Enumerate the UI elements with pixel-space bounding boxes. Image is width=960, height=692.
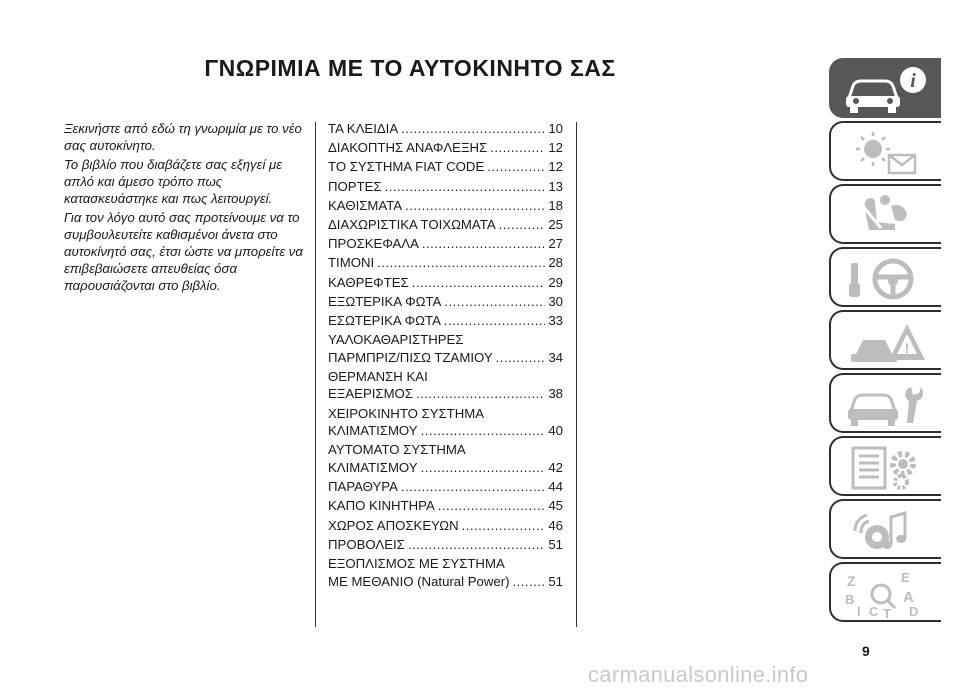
toc-entry-label: ΚΑΠΟ ΚΙΝΗΤΗΡΑ	[328, 498, 435, 514]
toc-row	[328, 349, 563, 367]
toc-entry-label: ΕΣΩΤΕΡΙΚΑ ΦΩΤΑ	[328, 312, 441, 328]
toc-entry-label: ΜΕ ΜΕΘΑΝΙΟ (Natural Power)	[328, 573, 510, 589]
toc-entry-label: ΔΙΑΚΟΠΤΗΣ ΑΝΑΦΛΕΞΗΣ	[328, 140, 488, 156]
toc-leader-dots	[401, 120, 545, 138]
toc-entry	[328, 120, 563, 138]
toc-entry-label: ΔΙΑΧΩΡΙΣΤΙΚΑ ΤΟΙΧΩΜΑΤΑ	[328, 216, 496, 232]
toc-leader-dots	[438, 497, 546, 515]
toc-entry	[328, 274, 563, 292]
toc-page-number: 10	[548, 121, 563, 136]
toc-entry-title-line: ΑΥΤΟΜΑΤΟ ΣΥΣΤΗΜΑ	[328, 442, 466, 458]
toc-leader-dots	[401, 478, 545, 496]
toc-entry	[328, 331, 563, 366]
toc-leader-dots	[496, 349, 546, 367]
toc-entry	[328, 555, 563, 590]
toc-entry	[328, 139, 563, 157]
toc-page-number: 33	[548, 312, 563, 328]
toc-leader-dots	[462, 517, 546, 535]
svg-text:!: !	[904, 340, 910, 356]
toc-entry-label: ΕΞΑΕΡΙΣΜΟΣ	[328, 386, 413, 402]
toc-row	[328, 274, 563, 292]
toc-page-number: 28	[548, 255, 563, 271]
car-wrench-icon	[841, 379, 931, 431]
toc-entry-label: ΤΙΜΟΝΙ	[328, 255, 375, 271]
toc-entry	[328, 235, 563, 253]
tab-multimedia[interactable]	[829, 499, 941, 559]
toc-leader-dots	[487, 158, 545, 176]
toc-page-number: 18	[548, 197, 563, 213]
toc-entry	[328, 254, 563, 272]
toc-entry	[328, 216, 563, 234]
toc-entry	[328, 478, 563, 496]
toc-leader-dots	[444, 293, 545, 311]
tab-warning-lights[interactable]	[829, 121, 941, 181]
svg-text:C: C	[869, 604, 879, 619]
toc-row	[328, 216, 563, 234]
watermark: carmanualsonline.info	[588, 662, 809, 687]
tab-starting-driving[interactable]	[829, 247, 941, 307]
toc-entry	[328, 158, 563, 176]
warning-light-message-icon	[841, 127, 931, 179]
toc-entry-label: ΠΡΟΣΚΕΦΑΛΑ	[328, 236, 419, 252]
toc-leader-dots	[490, 139, 545, 157]
toc-entry-label: ΤΟ ΣΥΣΤΗΜΑ FIAT CODE	[328, 159, 485, 175]
toc-entry-label: ΕΞΩΤΕΡΙΚΑ ΦΩΤΑ	[328, 293, 442, 309]
toc-entry-label: ΚΑΘΡΕΦΤΕΣ	[328, 274, 409, 290]
toc-row	[328, 120, 563, 138]
intro-paragraph: Ξεκινήστε από εδώ τη γνωριμία με το νέο σας αυτοκίνητο.	[64, 121, 302, 153]
toc-entry-label: ΠΑΡΑΘΥΡΑ	[328, 479, 398, 495]
alphabetical-index-icon	[841, 568, 931, 620]
toc-entry-label: ΧΩΡΟΣ ΑΠΟΣΚΕΥΩΝ	[328, 517, 459, 533]
toc-row	[328, 497, 563, 515]
toc-entry-label: ΠΑΡΜΠΡΙΖ/ΠΙΣΩ ΤΖΑΜΙΟΥ	[328, 349, 493, 365]
hazard-triangle-icon	[841, 316, 931, 368]
specs-list-gear-icon	[841, 442, 931, 494]
toc-row	[328, 573, 563, 591]
toc-entry	[328, 536, 563, 554]
toc-leader-dots	[405, 197, 545, 215]
tab-technical-specs[interactable]	[829, 436, 941, 496]
svg-text:E: E	[901, 570, 910, 585]
toc-page-number: 51	[548, 573, 563, 589]
toc-row	[328, 139, 563, 157]
key-steering-wheel-icon	[841, 253, 931, 305]
toc-page-number: 51	[548, 536, 563, 552]
toc-entry-title-line: ΕΞΟΠΛΙΣΜΟΣ ΜΕ ΣΥΣΤΗΜΑ	[328, 555, 505, 571]
toc-entry	[328, 405, 563, 440]
toc-row	[328, 478, 563, 496]
tab-safety[interactable]	[829, 184, 941, 244]
svg-text:D: D	[909, 604, 919, 619]
toc-page-number: 44	[548, 479, 563, 495]
toc-page-number: 27	[548, 236, 563, 252]
toc-page-number: 30	[548, 293, 563, 309]
toc-page-number: 34	[548, 349, 563, 365]
column-divider-right	[576, 122, 577, 627]
svg-text:Z: Z	[847, 573, 856, 589]
svg-text:B: B	[845, 592, 855, 607]
media-music-icon	[841, 505, 931, 557]
svg-text:T: T	[883, 606, 891, 620]
toc-row	[328, 254, 563, 272]
toc-entry	[328, 312, 563, 330]
toc-row	[328, 422, 563, 440]
toc-entry-label: ΚΑΘΙΣΜΑΤΑ	[328, 197, 403, 213]
toc-leader-dots	[421, 422, 546, 440]
toc-leader-dots	[499, 216, 546, 234]
page-title: ΓΝΩΡΙΜΙΑ ΜΕ ΤΟ ΑΥΤΟΚΙΝΗΤΟ ΣΑΣ	[204, 55, 616, 81]
toc-entry-label: ΠΡΟΒΟΛΕΙΣ	[328, 536, 405, 552]
toc-leader-dots	[408, 536, 546, 554]
table-of-contents	[328, 120, 563, 592]
toc-entry-label: ΠΟΡΤΕΣ	[328, 178, 382, 194]
tab-maintenance[interactable]	[829, 373, 941, 433]
svg-text:A: A	[903, 589, 914, 606]
toc-page-number: 38	[548, 386, 563, 402]
toc-entry-title-line: ΧΕΙΡΟΚΙΝΗΤΟ ΣΥΣΤΗΜΑ	[328, 405, 485, 421]
toc-leader-dots	[421, 459, 546, 477]
toc-leader-dots	[377, 254, 545, 272]
toc-entry-label: ΚΛΙΜΑΤΙΣΜΟΥ	[328, 460, 418, 475]
toc-entry	[328, 441, 563, 476]
tab-index[interactable]	[829, 562, 941, 622]
toc-page-number: 12	[548, 140, 563, 156]
toc-entry-title-line: ΘΕΡΜΑΝΣΗ ΚΑΙ	[328, 368, 428, 384]
toc-row	[328, 459, 563, 477]
toc-row	[328, 517, 563, 535]
toc-row	[328, 178, 563, 196]
toc-page-number: 13	[548, 178, 563, 194]
toc-page-number: 29	[548, 274, 563, 290]
toc-entry	[328, 178, 563, 196]
toc-entry	[328, 293, 563, 311]
toc-page-number: 12	[548, 159, 563, 175]
page-number: 9	[862, 643, 870, 659]
toc-row	[328, 312, 563, 330]
toc-row	[328, 235, 563, 253]
toc-entry	[328, 368, 563, 403]
tab-emergency[interactable]	[829, 310, 941, 370]
column-divider-left	[315, 122, 316, 627]
toc-row	[328, 293, 563, 311]
toc-page-number: 46	[548, 517, 563, 533]
svg-text:I: I	[857, 604, 861, 619]
toc-leader-dots	[385, 178, 546, 196]
toc-row	[328, 536, 563, 554]
svg-text:i: i	[910, 70, 916, 92]
toc-entry-label: ΤΑ ΚΛΕΙΔΙΑ	[328, 121, 399, 136]
intro-text	[64, 120, 304, 296]
toc-entry-title-line: ΥΑΛΟΚΑΘΑΡΙΣΤΗΡΕΣ	[328, 332, 464, 348]
toc-row	[328, 385, 563, 403]
intro-paragraph: Το βιβλίο που διαβάζετε σας εξηγεί με απλό και άμεσο τρόπο πως κατασκευάστηκε και πως λειτουργεί.	[64, 157, 283, 206]
toc-row	[328, 197, 563, 215]
toc-page-number: 45	[548, 498, 563, 514]
toc-page-number: 40	[548, 423, 563, 439]
toc-page-number: 25	[548, 216, 563, 232]
toc-entry-label: ΚΛΙΜΑΤΙΣΜΟΥ	[328, 423, 418, 439]
toc-entry	[328, 517, 563, 535]
tab-car-info[interactable]	[829, 58, 941, 118]
car-info-icon	[841, 64, 931, 116]
toc-leader-dots	[444, 312, 545, 330]
toc-leader-dots	[416, 385, 545, 403]
toc-leader-dots	[422, 235, 545, 253]
toc-page-number: 42	[548, 460, 563, 475]
toc-entry	[328, 197, 563, 215]
toc-row	[328, 158, 563, 176]
intro-paragraph: Για τον λόγο αυτό σας προτείνουμε να το συμβουλευτείτε καθισμένοι άνετα στο αυτοκίνητό σας, έτσι ώστε να μπορείτε να επιβεβαιώσετε απευθείας όσα παρουσιάζονται στο βιβλίο.	[64, 210, 303, 293]
toc-leader-dots	[412, 274, 546, 292]
toc-entry	[328, 497, 563, 515]
seat-airbag-icon	[841, 190, 931, 242]
toc-leader-dots	[513, 573, 546, 591]
